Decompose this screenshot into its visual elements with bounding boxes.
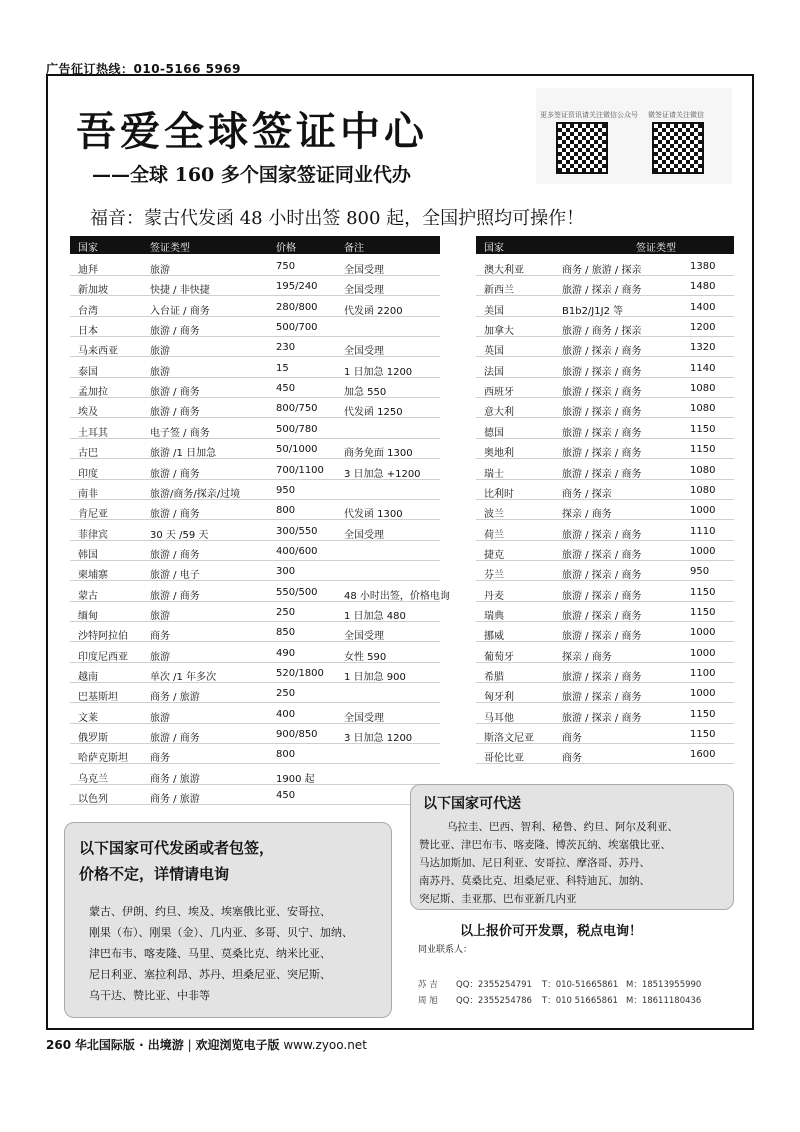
- cell-visa-type: 旅游 / 商务 / 探亲: [562, 326, 642, 338]
- cell-price: 450: [276, 790, 296, 802]
- cell-visa-type: 旅游 / 商务: [150, 549, 200, 561]
- cell-remark: 代发函 2200: [344, 305, 403, 317]
- header-remark: 备注: [344, 243, 364, 254]
- cell-country: 西班牙: [484, 387, 514, 399]
- cell-remark: 代发函 1250: [344, 407, 403, 419]
- contact-tel: T：010 51665861: [542, 996, 618, 1006]
- qr-left-caption: 更多签证资讯请关注微信公众号: [540, 111, 638, 119]
- cell-price: 950: [276, 484, 296, 496]
- cell-country: 哈萨克斯坦: [78, 753, 128, 765]
- cell-visa-type: 旅游: [150, 265, 170, 276]
- cell-price: 1150: [690, 423, 716, 435]
- page-subtitle: ——全球 160 多个国家签证同业代办: [92, 164, 411, 186]
- cell-price: 700/1100: [276, 464, 324, 476]
- header-price: 价格: [276, 243, 296, 254]
- cell-remark: 全国受理: [344, 712, 384, 724]
- contact-qq: QQ：2355254791: [456, 980, 532, 990]
- cell-visa-type: 商务 / 旅游: [150, 773, 200, 785]
- cell-visa-type: 旅游 / 探亲 / 商务: [562, 366, 642, 378]
- cell-country: 瑞典: [484, 610, 504, 622]
- cell-country: 马耳他: [484, 712, 514, 724]
- page-footer: [46, 1036, 367, 1053]
- cell-visa-type: 旅游 / 商务: [150, 387, 200, 399]
- qr-area: [536, 88, 732, 184]
- cell-price: 250: [276, 606, 296, 618]
- cell-country: 韩国: [78, 549, 98, 561]
- cell-price: 800: [276, 749, 296, 761]
- cell-visa-type: 旅游/商务/探亲/过境: [150, 488, 241, 500]
- cell-country: 希腊: [484, 672, 504, 683]
- cell-country: 丹麦: [484, 590, 504, 602]
- cell-visa-type: 电子签 / 商务: [150, 427, 210, 439]
- cell-price: 1400: [690, 301, 716, 313]
- table-row: [70, 358, 440, 378]
- cell-price: 1000: [690, 627, 716, 639]
- table-row: [476, 622, 734, 642]
- cell-remark: 全国受理: [344, 265, 384, 276]
- cell-country: 英国: [484, 346, 504, 358]
- table-row: [70, 297, 440, 317]
- invite-line: 尼日利亚、塞拉利昂、苏丹、坦桑尼亚、突尼斯、: [89, 968, 331, 981]
- table-row: [476, 398, 734, 418]
- cell-country: 埃及: [78, 407, 98, 419]
- table-row: [476, 337, 734, 357]
- cell-price: 300: [276, 566, 296, 578]
- table-row: [70, 765, 440, 785]
- cell-visa-type: 旅游 / 探亲 / 商务: [562, 346, 642, 358]
- cell-visa-type: 商务 / 旅游 / 探亲: [562, 265, 642, 276]
- cell-price: 1080: [690, 383, 716, 395]
- cell-price: 1150: [690, 444, 716, 456]
- cell-price: 1080: [690, 464, 716, 476]
- table-row: [476, 724, 734, 744]
- cell-country: 斯洛文尼亚: [484, 733, 534, 745]
- cell-visa-type: 旅游 / 商务: [150, 407, 200, 419]
- cell-country: 以色列: [78, 794, 108, 806]
- edition-name: 华北国际版 · 出境游: [74, 1038, 184, 1052]
- cell-visa-type: 旅游 / 探亲 / 商务: [562, 468, 642, 480]
- table-row: [70, 663, 440, 683]
- cell-visa-type: 旅游 / 探亲 / 商务: [562, 712, 642, 724]
- cell-price: 1150: [690, 729, 716, 741]
- delivery-line: 南苏丹、莫桑比克、坦桑尼亚、科特迪瓦、加纳、: [419, 875, 650, 887]
- cell-country: 澳大利亚: [484, 265, 524, 276]
- table-row: [476, 744, 734, 764]
- header-visa-type: 签证类型: [636, 243, 676, 254]
- cell-price: 230: [276, 342, 296, 354]
- table-row: [70, 643, 440, 663]
- contact-label: 同业联系人：: [418, 945, 473, 955]
- cell-remark: 代发函 1300: [344, 509, 403, 521]
- cell-price: 800/750: [276, 403, 318, 415]
- table-row: [70, 521, 440, 541]
- cell-visa-type: 商务: [150, 631, 170, 643]
- cell-price: 1900 起: [276, 773, 315, 785]
- left-table-header: [70, 236, 440, 254]
- header-visa-type: 签证类型: [150, 243, 190, 254]
- table-row: [476, 439, 734, 459]
- cell-visa-type: 探亲 / 商务: [562, 509, 612, 521]
- footer-site: www.zyoo.net: [283, 1038, 367, 1052]
- cell-price: 1000: [690, 688, 716, 700]
- table-row: [476, 358, 734, 378]
- footer-slogan: 欢迎浏览电子版: [195, 1038, 280, 1052]
- cell-visa-type: 旅游 / 探亲 / 商务: [562, 610, 642, 622]
- cell-visa-type: 商务 / 探亲: [562, 488, 612, 500]
- cell-visa-type: 商务 / 旅游: [150, 692, 200, 704]
- cell-visa-type: 旅游 / 探亲 / 商务: [562, 672, 642, 683]
- table-row: [476, 256, 734, 276]
- cell-country: 法国: [484, 366, 504, 378]
- cell-price: 400/600: [276, 545, 318, 557]
- cell-price: 1080: [690, 484, 716, 496]
- contact-name: 苏 吉: [418, 980, 438, 990]
- table-row: [70, 378, 440, 398]
- qr-right-caption: 微签证请关注微信: [648, 111, 704, 119]
- cell-visa-type: 旅游 / 探亲 / 商务: [562, 549, 642, 561]
- ad-hotline: 广告征订热线：010-5166 5969: [46, 62, 242, 76]
- table-row: [70, 683, 440, 703]
- table-row: [70, 419, 440, 439]
- cell-remark: 全国受理: [344, 346, 384, 358]
- cell-country: 菲律宾: [78, 529, 108, 541]
- page-title: 吾爱全球签证中心: [76, 108, 428, 155]
- table-row: [70, 337, 440, 357]
- cell-visa-type: 商务: [150, 753, 170, 765]
- cell-remark: 女性 590: [344, 651, 387, 663]
- table-row: [70, 276, 440, 296]
- cell-visa-type: 旅游 / 探亲 / 商务: [562, 692, 642, 704]
- cell-visa-type: 入台证 / 商务: [150, 305, 210, 317]
- cell-visa-type: 旅游 / 探亲 / 商务: [562, 529, 642, 541]
- cell-country: 奥地利: [484, 448, 514, 460]
- table-row: [70, 622, 440, 642]
- cell-visa-type: 旅游: [150, 366, 170, 378]
- cell-price: 1000: [690, 505, 716, 517]
- cell-price: 1100: [690, 668, 716, 679]
- cell-price: 490: [276, 647, 296, 659]
- table-row: [476, 521, 734, 541]
- table-row: [476, 582, 734, 602]
- cell-country: 印度: [78, 468, 98, 480]
- footer-separator: |: [187, 1038, 192, 1052]
- cell-country: 意大利: [484, 407, 514, 419]
- cell-remark: 加急 550: [344, 387, 387, 399]
- table-row: [476, 460, 734, 480]
- cell-price: 1600: [690, 749, 716, 761]
- cell-visa-type: 旅游 / 探亲 / 商务: [562, 285, 642, 297]
- cell-visa-type: 旅游 / 探亲 / 商务: [562, 570, 642, 582]
- cell-price: 400: [276, 708, 296, 720]
- invite-line: 蒙古、伊朗、约旦、埃及、埃塞俄比亚、安哥拉、: [89, 905, 331, 918]
- cell-visa-type: 旅游: [150, 651, 170, 663]
- cell-remark: 全国受理: [344, 529, 384, 541]
- cell-country: 美国: [484, 305, 504, 317]
- table-row: [476, 663, 734, 683]
- cell-price: 300/550: [276, 525, 318, 537]
- invite-heading-line-2: 价格不定，详情请电询: [79, 865, 230, 883]
- delivery-line: 赞比亚、津巴布韦、喀麦隆、博茨瓦纳、埃塞俄比亚、: [419, 839, 671, 851]
- cell-visa-type: 旅游: [150, 346, 170, 358]
- cell-price: 1080: [690, 403, 716, 415]
- cell-price: 1110: [690, 525, 716, 537]
- cell-remark: 全国受理: [344, 631, 384, 643]
- cell-country: 越南: [78, 672, 98, 683]
- cell-country: 台湾: [78, 305, 98, 317]
- table-row: [476, 561, 734, 581]
- cell-remark: 3 日加急 +1200: [344, 468, 421, 480]
- cell-price: 850: [276, 627, 296, 639]
- cell-price: 1200: [690, 322, 716, 334]
- cell-visa-type: 旅游: [150, 610, 170, 622]
- header-country: 国家: [484, 243, 504, 254]
- cell-remark: 1 日加急 480: [344, 610, 406, 622]
- promo-notice: 福音：蒙古代发函 48 小时出签 800 起，全国护照均可操作！: [90, 208, 585, 229]
- cell-price: 900/850: [276, 729, 318, 741]
- invoice-note: 以上报价可开发票，税点电询！: [460, 924, 643, 939]
- table-row: [70, 785, 440, 805]
- cell-visa-type: 商务: [562, 733, 582, 745]
- table-row: [70, 317, 440, 337]
- cell-remark: 48 小时出签，价格电询: [344, 590, 450, 602]
- cell-price: 1150: [690, 708, 716, 720]
- cell-country: 缅甸: [78, 610, 98, 622]
- cell-country: 沙特阿拉伯: [78, 631, 128, 643]
- table-row: [476, 480, 734, 500]
- cell-country: 波兰: [484, 509, 504, 521]
- delivery-line: 突尼斯、圭亚那、巴布亚新几内亚: [419, 893, 577, 905]
- table-row: [70, 398, 440, 418]
- cell-country: 蒙古: [78, 590, 98, 602]
- delivery-heading: 以下国家可代送: [423, 796, 521, 812]
- cell-country: 哥伦比亚: [484, 753, 524, 765]
- cell-price: 1140: [690, 362, 716, 374]
- contact-name: 周 旭: [418, 996, 438, 1006]
- cell-remark: 1 日加急 1200: [344, 366, 413, 378]
- cell-country: 日本: [78, 326, 98, 338]
- cell-remark: 商务免面 1300: [344, 448, 413, 460]
- table-row: [70, 460, 440, 480]
- table-row: [476, 683, 734, 703]
- cell-visa-type: 旅游 / 商务: [150, 468, 200, 480]
- cell-country: 印度尼西亚: [78, 651, 128, 663]
- cell-country: 匈牙利: [484, 692, 514, 704]
- cell-country: 迪拜: [78, 265, 98, 276]
- cell-price: 1000: [690, 647, 716, 659]
- contact-tel: T：010-51665861: [542, 980, 619, 990]
- header-country: 国家: [78, 243, 98, 254]
- cell-visa-type: 30 天 /59 天: [150, 529, 209, 541]
- cell-visa-type: 旅游: [150, 712, 170, 724]
- cell-price: 1380: [690, 261, 716, 272]
- right-table-header: [476, 236, 734, 254]
- cell-country: 捷克: [484, 549, 504, 561]
- cell-visa-type: 旅游 / 探亲 / 商务: [562, 631, 642, 643]
- cell-visa-type: 旅游 / 商务: [150, 733, 200, 745]
- cell-country: 泰国: [78, 366, 98, 378]
- cell-price: 750: [276, 261, 296, 272]
- cell-country: 肯尼亚: [78, 509, 108, 521]
- contact-mobile: M：18611180436: [626, 996, 702, 1006]
- cell-price: 50/1000: [276, 444, 318, 456]
- cell-country: 芬兰: [484, 570, 504, 582]
- cell-country: 乌克兰: [78, 773, 108, 785]
- cell-country: 俄罗斯: [78, 733, 108, 745]
- cell-visa-type: 旅游 / 探亲 / 商务: [562, 427, 642, 439]
- cell-country: 挪威: [484, 631, 504, 643]
- cell-visa-type: B1b2/J1J2 等: [562, 305, 624, 317]
- cell-price: 800: [276, 505, 296, 517]
- cell-country: 马来西亚: [78, 346, 118, 358]
- cell-price: 1150: [690, 586, 716, 598]
- cell-price: 1480: [690, 281, 716, 293]
- table-row: [476, 643, 734, 663]
- weibo-qr-code: [652, 122, 704, 174]
- invite-line: 刚果（布）、刚果（金）、几内亚、多哥、贝宁、加纳、: [89, 926, 353, 939]
- invitation-countries-box: [64, 822, 392, 1018]
- cell-visa-type: 旅游 / 商务: [150, 509, 200, 521]
- table-row: [70, 500, 440, 520]
- table-row: [70, 602, 440, 622]
- cell-visa-type: 探亲 / 商务: [562, 651, 612, 663]
- table-row: [70, 724, 440, 744]
- table-row: [70, 704, 440, 724]
- cell-country: 德国: [484, 427, 504, 439]
- table-row: [70, 561, 440, 581]
- cell-country: 土耳其: [78, 427, 108, 439]
- cell-remark: 1 日加急 900: [344, 672, 406, 683]
- cell-country: 葡萄牙: [484, 651, 514, 663]
- cell-country: 文莱: [78, 712, 98, 724]
- cell-price: 950: [690, 566, 710, 578]
- table-row: [476, 317, 734, 337]
- cell-price: 1000: [690, 545, 716, 557]
- cell-price: 450: [276, 383, 296, 395]
- cell-remark: 全国受理: [344, 285, 384, 297]
- table-row: [476, 500, 734, 520]
- table-row: [70, 439, 440, 459]
- cell-price: 500/700: [276, 322, 318, 334]
- cell-remark: 3 日加急 1200: [344, 733, 413, 745]
- cell-price: 520/1800: [276, 668, 324, 679]
- cell-price: 500/780: [276, 423, 318, 435]
- table-row: [476, 419, 734, 439]
- delivery-countries-box: [410, 784, 734, 910]
- table-row: [70, 541, 440, 561]
- cell-visa-type: 旅游 / 电子: [150, 570, 200, 582]
- cell-country: 加拿大: [484, 326, 514, 338]
- table-row: [476, 297, 734, 317]
- cell-country: 孟加拉: [78, 387, 108, 399]
- cell-visa-type: 旅游 / 探亲 / 商务: [562, 387, 642, 399]
- cell-country: 柬埔寨: [78, 570, 108, 582]
- invite-line: 津巴布韦、喀麦隆、马里、莫桑比克、纳米比亚、: [89, 947, 331, 960]
- table-row: [476, 704, 734, 724]
- cell-country: 新西兰: [484, 285, 514, 297]
- wechat-qr-code: [556, 122, 608, 174]
- invite-heading-line-1: 以下国家可代发函或者包签，: [79, 839, 275, 857]
- invite-line: 乌干达、赞比亚、中非等: [89, 989, 210, 1002]
- contact-qq: QQ：2355254786: [456, 996, 532, 1006]
- table-row: [70, 480, 440, 500]
- cell-visa-type: 旅游 / 商务: [150, 590, 200, 602]
- cell-visa-type: 商务: [562, 753, 582, 765]
- cell-visa-type: 单次 /1 年多次: [150, 672, 217, 683]
- cell-visa-type: 旅游 / 探亲 / 商务: [562, 448, 642, 460]
- contact-mobile: M：18513955990: [626, 980, 702, 990]
- table-row: [70, 582, 450, 602]
- cell-country: 新加坡: [78, 285, 108, 297]
- cell-country: 古巴: [78, 448, 98, 460]
- cell-country: 南非: [78, 488, 98, 500]
- cell-visa-type: 快捷 / 非快捷: [150, 285, 210, 297]
- delivery-line: 马达加斯加、尼日利亚、安哥拉、摩洛哥、苏丹、: [419, 857, 650, 869]
- cell-country: 比利时: [484, 488, 514, 500]
- cell-visa-type: 旅游 / 商务: [150, 326, 200, 338]
- cell-price: 15: [276, 362, 289, 374]
- table-row: [70, 744, 440, 764]
- cell-country: 瑞士: [484, 468, 504, 480]
- cell-country: 荷兰: [484, 529, 504, 541]
- cell-visa-type: 旅游 / 探亲 / 商务: [562, 407, 642, 419]
- table-row: [476, 378, 734, 398]
- cell-country: 巴基斯坦: [78, 692, 118, 704]
- table-row: [476, 602, 734, 622]
- delivery-line: 乌拉圭、巴西、智利、秘鲁、约旦、阿尔及利亚、: [447, 821, 678, 833]
- cell-price: 1150: [690, 606, 716, 618]
- cell-price: 1320: [690, 342, 716, 354]
- cell-price: 195/240: [276, 281, 318, 293]
- page-number: 260: [46, 1038, 72, 1052]
- cell-visa-type: 旅游 /1 日加急: [150, 448, 217, 460]
- table-row: [476, 276, 734, 296]
- cell-visa-type: 商务 / 旅游: [150, 794, 200, 806]
- cell-price: 250: [276, 688, 296, 700]
- cell-visa-type: 旅游 / 探亲 / 商务: [562, 590, 642, 602]
- table-row: [70, 256, 440, 276]
- cell-price: 550/500: [276, 586, 318, 598]
- table-row: [476, 541, 734, 561]
- cell-price: 280/800: [276, 301, 318, 313]
